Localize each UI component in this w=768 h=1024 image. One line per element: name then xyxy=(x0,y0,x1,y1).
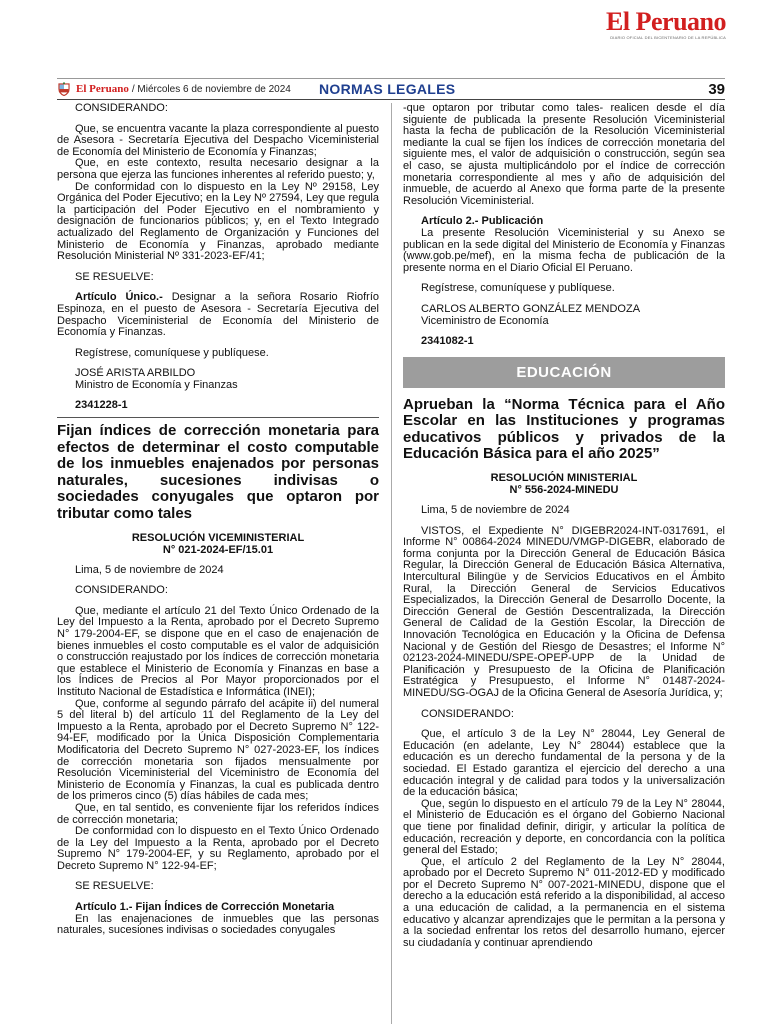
paragraph: Que, el artículo 2 del Reglamento de la Ley N° 28044, aprobado por el Decreto Supremo N° 011-2012-ED y modificado por el Decreto Supremo N° 007-2021-MINEDU, dispone que el derecho a la educación está referido a la disponibilidad, al acceso a una educación de calidad, a la permanencia en el sistema educativo y alcanzar aprendizajes que le permitan a la persona y a la sociedad enfrentar los retos del desarrollo humano, ejercer su ciudadanía y continuar aprendiendo xyxy=(403,855,725,949)
document-number: 2341082-1 xyxy=(421,335,474,348)
section-banner: EDUCACIÓN xyxy=(403,357,725,388)
header-section: NORMAS LEGALES xyxy=(319,81,456,97)
document-number: 2341228-1 xyxy=(75,399,128,412)
norm-title: Fijan índices de corrección monetaria para efectos de determinar el costo computable de los inmuebles enajenados por personas naturales, sucesiones indivisas o sociedades conyugales que optaron por tributar como tales xyxy=(57,422,379,523)
right-column xyxy=(403,103,725,949)
column-divider xyxy=(391,103,392,1024)
masthead-tagline: DIARIO OFICIAL DEL BICENTENARIO DE LA REPÚBLICA xyxy=(610,35,726,40)
closing-formula: Regístrese, comuníquese y publíquese. xyxy=(75,346,269,359)
norm-title: Aprueban la “Norma Técnica para el Año Escolar en las Instituciones y programas educativos públicos y privados de la Educación Básica para el año 2025” xyxy=(403,395,725,463)
article-label: Artículo 2.- Publicación xyxy=(421,215,544,228)
resuelve-heading: SE RESUELVE: xyxy=(75,270,154,283)
resolution-number: N° 556-2024-MINEDU xyxy=(509,484,619,497)
closing-formula: Regístrese, comuníquese y publíquese. xyxy=(421,282,615,295)
issue-date: Lima, 5 de noviembre de 2024 xyxy=(421,504,570,517)
signer-name: JOSÉ ARISTA ARBILDO xyxy=(75,367,196,380)
paragraph: Que, el artículo 3 de la Ley N° 28044, Ley General de Educación (en adelante, Ley N° 28044) establece que la educación es un derecho fundamental de la persona y de la sociedad. El Estado garantiza el ejercicio del derecho a una educación integral y de calidad para todos y la universalización de la educación básica; xyxy=(403,728,725,799)
signer-title: Ministro de Economía y Finanzas xyxy=(75,378,238,391)
paragraph: Que, en tal sentido, es conveniente fijar los referidos índices de corrección monetaria; xyxy=(57,801,379,826)
article-paragraph xyxy=(57,292,379,338)
considerando-heading: CONSIDERANDO: xyxy=(421,707,514,720)
considerando-heading: CONSIDERANDO: xyxy=(75,584,168,597)
paragraph: Que, conforme al segundo párrafo del acápite ii) del numeral 5 del literal b) del artículo 11 del Reglamento de la Ley del Impuesto a la Renta, aprobado por el Decreto Supremo N° 122-94-EF, modificado por la Única Disposición Complementaria Modificatoria del Decreto Supremo N° 027-2023-EF, los índices de corrección monetaria son fijados mensualmente por Resolución Viceministerial del Viceministro de Economía del Ministerio de Economía y Finanzas, la cual es publicada dentro de los primeros cinco (5) días hábiles de cada mes; xyxy=(57,697,379,803)
signer-title: Viceministro de Economía xyxy=(421,314,549,327)
considerando-heading: CONSIDERANDO: xyxy=(75,102,168,114)
issue-date: Lima, 5 de noviembre de 2024 xyxy=(75,563,224,576)
header-date: / Miércoles 6 de noviembre de 2024 xyxy=(131,83,291,95)
paragraph: De conformidad con lo dispuesto en la Ley Nº 29158, Ley Orgánica del Poder Ejecutivo; en la Ley Nº 27594, Ley que regula la participación del Poder Ejecutivo en el nombramiento y designación de funcionarios públicos; y, en el Texto Integrado actualizado del Reglamento de Organización y Funciones del Ministerio de Economía y Finanzas, aprobado mediante Resolución Ministerial Nº 331-2023-EF/41; xyxy=(57,180,379,263)
masthead-logo xyxy=(606,8,726,40)
paragraph: Que, mediante el artículo 21 del Texto Único Ordenado de la Ley del Impuesto a la Renta, aprobado por el Decreto Supremo N° 179-2004-EF, se dispone que en el caso de enajenación de bienes inmuebles el costo computable es el valor de adquisición o construcción reajustado por los índices de corrección monetaria que establece el Ministerio de Economía y Finanzas en base a los Índices de Precios al Por Mayor proporcionados por el Instituto Nacional de Estadística e Informática (INEI); xyxy=(57,604,379,698)
resolution-type: RESOLUCIÓN VICEMINISTERIAL xyxy=(131,531,305,544)
paragraph: Que, en este contexto, resulta necesario designar a la persona que ejerza las funciones inherentes al referido puesto; y, xyxy=(57,157,379,181)
resolution-number: N° 021-2024-EF/15.01 xyxy=(162,543,274,556)
paragraph: Que, según lo dispuesto en el artículo 79 de la Ley N° 28044, el Ministerio de Educación es el órgano del Gobierno Nacional que tiene por finalidad definir, dirigir, y articular la política de educación, recreación y deporte, en concordancia con la política general del Estado; xyxy=(403,797,725,857)
article-label: Artículo Único.- xyxy=(75,291,163,304)
paragraph: La presente Resolución Viceministerial y su Anexo se publican en la sede digital del Ministerio de Economía y Finanzas (www.gob.pe/mef), en la misma fecha de publicación de la presente norma en el Diario Oficial El Peruano. xyxy=(403,226,725,274)
resuelve-heading: SE RESUELVE: xyxy=(75,880,154,893)
article-text: Designar a la señora Rosario Riofrío Espinoza, en el puesto de Asesora - Secretaría Ejecutiva del Despacho Viceministerial de Economía del Ministerio de Economía y Finanzas. xyxy=(57,291,379,339)
paragraph: De conformidad con lo dispuesto en el Texto Único Ordenado de la Ley del Impuesto a la Renta, aprobado por el Decreto Supremo N° 179-2004-EF, y su Reglamento, aprobado por el Decreto Supremo N° 122-94-EF; xyxy=(57,825,379,872)
article-label: Artículo 1.- Fijan Índices de Corrección Monetaria xyxy=(75,901,335,914)
paragraph: Que, se encuentra vacante la plaza correspondiente al puesto de Asesora - Secretaría Ejecutiva del Despacho Viceministerial de Economía del Ministerio de Economía y Finanzas; xyxy=(57,122,379,158)
page-header xyxy=(57,78,725,100)
resolution-type: RESOLUCIÓN MINISTERIAL xyxy=(490,472,638,485)
left-column xyxy=(57,103,379,937)
vistos-paragraph: VISTOS, el Expediente N° DIGEBR2024-INT-0317691, el Informe N° 00864-2024 MINEDU/VMGP-DIGEBR, elaborado de forma conjunta por la Dirección General de Educación Básica Regular, la Dirección General de Educación Básica Alternativa, Intercultural Bilingüe y de Servicios Educativos en el Ámbito Rural, la Dirección General de Servicios Educativos Especializados, la Dirección General de Desarrollo Docente, la Dirección General de Gestión Descentralizada, la Dirección General de Calidad de la Gestión Escolar, la Dirección de Innovación Tecnológica en Educación y la Oficina de Defensa Nacional y de Gestión del Riesgo de Desastres; el Informe N° 02123-2024-MINEDU/SPE-OPEP-UPP de la Unidad de Planificación y Presupuesto de la Oficina de Planificación Estratégica y Presupuesto, el Informe N° 01487-2024-MINEDU/SG-OGAJ de la Oficina General de Asesoría Jurídica, y; xyxy=(403,524,725,699)
masthead-title: El Peruano xyxy=(606,7,726,36)
header-publication: El Peruano xyxy=(76,83,129,95)
signer-name: CARLOS ALBERTO GONZÁLEZ MENDOZA xyxy=(421,302,641,315)
paragraph: En las enajenaciones de inmuebles que las personas naturales, sucesiones indivisas o sociedades conyugales xyxy=(57,912,379,937)
paragraph: -que optaron por tributar como tales- realicen desde el día siguiente de publicada la presente Resolución Viceministerial hasta la fecha de publicación de la Resolución Viceministerial mediante la cual se fijen los índices de corrección monetaria del siguiente mes, el valor de adquisición o construcción, según sea el caso, se ajusta multiplicándolo por el índice de corrección monetaria correspondiente al mes y año de adquisición del inmueble, de acuerdo al Anexo que forma parte de la presente Resolución Viceministerial. xyxy=(403,102,725,207)
page-number: 39 xyxy=(708,80,725,98)
coat-of-arms-icon xyxy=(57,82,71,96)
